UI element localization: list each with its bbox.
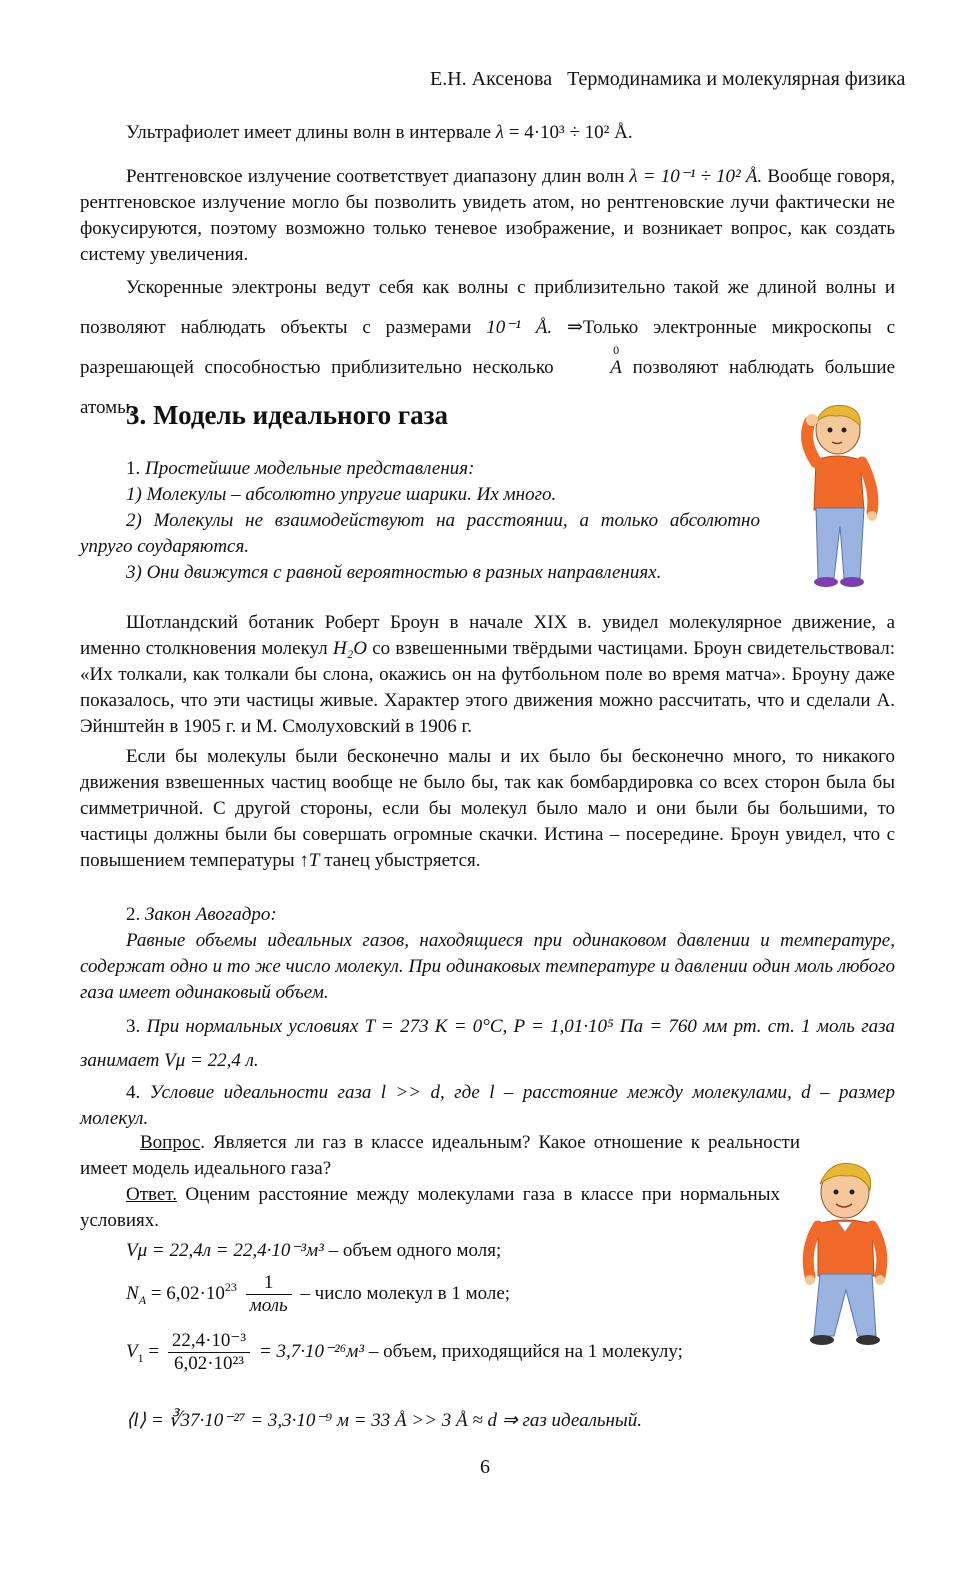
formula-volume-per-molecule: $V_1$ = $\frac{\text{22,4·10⁻³}}{\text{6,02·10²³}}$ = 3,7·10⁻²⁶м³ – объем, приходящийся на 1 молекулу; — [126, 1330, 683, 1374]
uv-formula: = 4·10³ ÷ 10² Å. — [508, 122, 633, 143]
avogadro-title: 2. Закон Авогадро: — [126, 904, 277, 925]
normal-conditions-formula: T = 273 K = 0°C, P = 1,01·10⁵ Па = 760 мм рт. ст. 1 моль — [364, 1016, 855, 1037]
formula-molar-volume: Vμ = 22,4л = 22,4·10⁻³м³ – объем одного моля; — [126, 1240, 502, 1261]
brown-paragraph-2: Если бы молекулы были бесконечно малы и их было бы бесконечно много, то никакого движения взвешенных частиц вообще не было бы, так как бомбардировка со всех сторон была бы симметричной. С другой стороны, если бы молекул было мало и они были бы большими, то частицы должны были бы совершать огромные скачки. Истина – посередине. Броун увидел, что с повышением температуры ↑T танец убыстряется. — [80, 746, 895, 871]
normal-conditions: 3. При нормальных условиях T = 273 K = 0°C, P = 1,01·10⁵ Па = 760 мм рт. ст. 1 моль газа занимает Vμ = 22,4 л. — [80, 1016, 896, 1071]
avogadro-law: Равные объемы идеальных газов, находящиеся при одинаковом давлении и температуре, содержат одно и то же число молекул. При одинаковых температуре и давлении один моль любого газа имеет одинаковый объем. — [80, 930, 895, 1003]
header-author: Е.Н. Аксенова — [430, 68, 553, 90]
uv-line: Ультрафиолет имеет длины волн в интервале λ = 4·10³ ÷ 10² Å. — [126, 122, 633, 143]
page-number: 6 — [480, 1456, 490, 1478]
water-formula: H₂O — [332, 638, 367, 659]
xray-formula: λ = 10⁻¹ ÷ 10² Å. — [629, 166, 763, 187]
question-label: Вопрос — [140, 1132, 201, 1153]
model-item-1: 1) Молекулы – абсолютно упругие шарики. Их много. — [126, 484, 557, 505]
temperature-rise-symbol: ↑T — [299, 850, 320, 871]
formula-mean-distance: ⟨l⟩ = ∛37·10⁻²⁷ = 3,3·10⁻⁹ м = 33 Å >> 3 Å ≈ d ⇒ газ идеальный. — [126, 1410, 643, 1431]
model-item-2: 2) Молекулы не взаимодействуют на расстоянии, а только абсолютно упруго соударяются. — [80, 510, 760, 557]
models-title: 1. Простейшие модельные представления: — [126, 458, 475, 479]
electrons-paragraph: Ускоренные электроны ведут себя как волны с приблизительно такой же длиной волны и позволяют наблюдать объекты с размерами 10⁻¹ Å. ⇒Только электронные микроскопы с разрешающей способностью приблизительно несколько A 0 позволяют наблюдать большие атомы. — [80, 277, 896, 418]
boy-thinking-illustration — [780, 400, 890, 590]
electrons-formula: 10⁻¹ Å. — [486, 317, 553, 338]
answer-label: Ответ. — [126, 1184, 177, 1205]
header-title: Термодинамика и молекулярная физика — [567, 68, 906, 90]
running-header — [430, 68, 905, 91]
model-item-3: 3) Они движутся с равной вероятностью в разных направлениях. — [126, 562, 662, 583]
section-heading: 3. Модель идеального газа — [126, 400, 449, 430]
xray-paragraph: Рентгеновское излучение соответствует диапазону длин волн λ = 10⁻¹ ÷ 10² Å. Вообще говоря, рентгеновское излучение могло бы позволить увидеть атом, но рентгеновские лучи фактически не фокусируются, поэтому возможно только теневое изображение, и возникает вопрос, как создать систему увеличения. — [80, 166, 895, 265]
molar-volume-formula: Vμ = 22,4 л. — [164, 1050, 259, 1071]
brown-paragraph-1: Шотландский ботаник Роберт Броун в начале XIX в. увидел молекулярное движение, а именно столкновения молекул H₂O со взвешенными твёрдыми частицами. Броун свидетельствовал: «Их толкали, как толкали бы слона, окажись он на футбольном поле во время матча». Броуну даже показалось, что эти частицы живые. Характер этого движения можно рассчитать, что и сделали А. Эйнштейн в 1905 г. и М. Смолуховский в 1906 г. — [80, 612, 896, 737]
uv-lambda: λ — [495, 122, 505, 143]
question: Вопрос. Является ли газ в классе идеальным? Какое отношение к реальности имеет модель идеального газа? — [80, 1132, 800, 1179]
angstrom-symbol: A 0 — [610, 343, 622, 378]
ideal-gas-condition: 4. Условие идеальности газа l >> d, где l – расстояние между молекулами, d – размер молекул. — [80, 1082, 895, 1129]
formula-avogadro-number: $N_A = 6,02\cdot 10^{23}$ $\frac{1}{\text{моль}}$ – число молекул в 1 моле; — [126, 1272, 511, 1316]
answer: Ответ. Оценим расстояние между молекулами газа в классе при нормальных условиях. — [80, 1184, 780, 1231]
boy-smiling-illustration — [790, 1160, 900, 1350]
